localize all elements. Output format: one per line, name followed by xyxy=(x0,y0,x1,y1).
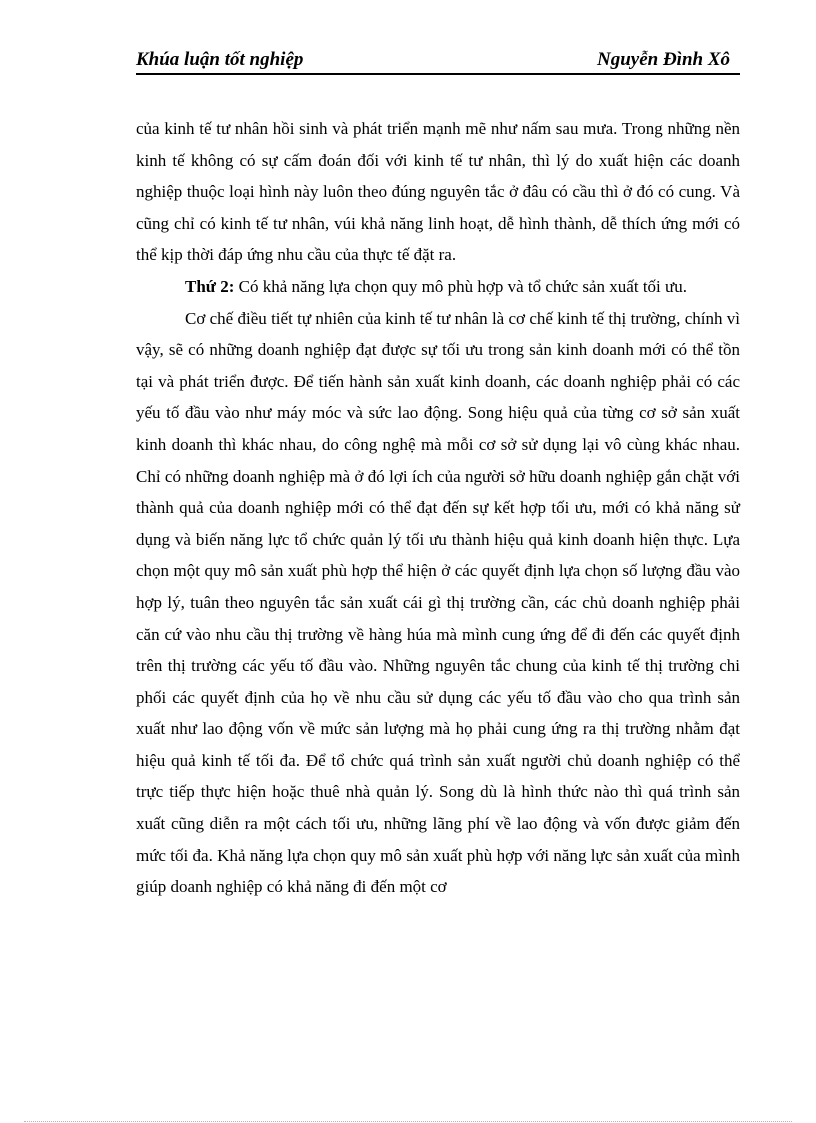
page-bottom-divider xyxy=(24,1121,792,1122)
paragraph-continuation: của kinh tế tư nhân hồi sinh và phát triển mạnh mẽ như nấm sau mưa. Trong những nền kinh tế không có sự cấm đoán đối với kinh tế tư nhân, thì lý do xuất hiện các doanh nghiệp thuộc loại hình này luôn theo đúng nguyên tắc ở đâu có cầu thì ở đó có cung. Và cũng chỉ có kinh tế tư nhân, vúi khả năng linh hoạt, dễ hình thành, dễ thích ứng mới có thể kịp thời đáp ứng nhu cầu của thực tế đặt ra. xyxy=(136,119,740,265)
paragraph-point-2 xyxy=(136,271,740,303)
point-2-heading: Thứ 2: xyxy=(185,276,235,296)
page-header xyxy=(136,49,740,75)
header-title: Khúa luận tốt nghiệp xyxy=(136,49,304,70)
paragraph-mechanism: Cơ chế điều tiết tự nhiên của kinh tế tư nhân là cơ chế kinh tế thị trường, chính vì vậy, sẽ có những doanh nghiệp đạt được sự tối ưu trong sản kinh doanh mới có thể tồn tại và phát triển được. Để tiến hành sản xuất kinh doanh, các doanh nghiệp phải có các yếu tố đầu vào như máy móc và sức lao động. Song hiệu quả của từng cơ sở sản xuất kinh doanh thì khác nhau, do công nghệ mà mỗi cơ sở sử dụng lại vô cùng khác nhau. Chỉ có những doanh nghiệp mà ở đó lợi ích của người sở hữu doanh nghiệp gắn chặt với thành quả của doanh nghiệp mới có thể đạt đến sự kết hợp tối ưu, mới có khả năng sử dụng và biến năng lực tổ chức quản lý tối ưu thành hiệu quả kinh doanh hiện thực. Lựa chọn một quy mô sản xuất phù hợp thể hiện ở các quyết định lựa chọn số lượng đầu vào hợp lý, tuân theo nguyên tắc sản xuất cái gì thị trường cần, các chủ doanh nghiệp phải căn cứ vào nhu cầu thị trường về hàng húa mà mình cung ứng để đi đến các quyết định trên thị trường các yếu tố đầu vào. Những nguyên tắc chung của kinh tế thị trường chi phối các quyết định của họ về nhu cầu sử dụng các yếu tố đầu vào cho qua trình sản xuất như lao động vốn về mức sản lượng mà họ phải cung ứng ra thị trường nhằm đạt hiệu quả kinh tế tối đa. Để tổ chức quá trình sản xuất người chủ doanh nghiệp có thể trực tiếp thực hiện hoặc thuê nhà quản lý. Song dù là hình thức nào thì quá trình sản xuất cũng diễn ra một cách tối ưu, những lãng phí về lao động và vốn được giảm đến mức tối đa. Khả năng lựa chọn quy mô sản xuất phù hợp với năng lực sản xuất của mình giúp doanh nghiệp có khả năng đi đến một cơ xyxy=(136,308,740,897)
header-author: Nguyễn Đình Xô xyxy=(596,49,730,70)
document-body xyxy=(136,113,740,903)
point-2-text: Có khả năng lựa chọn quy mô phù hợp và tổ chức sản xuất tối ưu. xyxy=(234,276,687,296)
